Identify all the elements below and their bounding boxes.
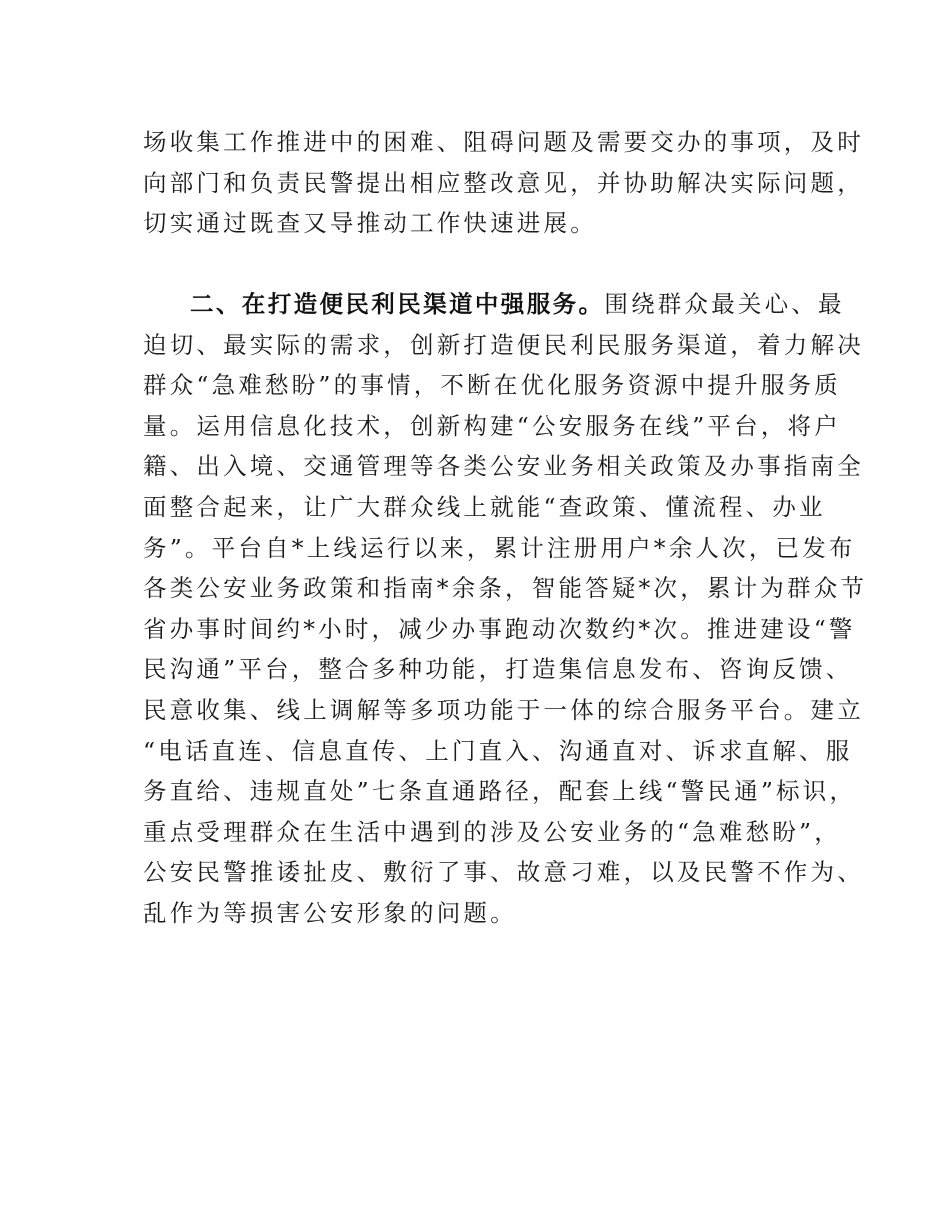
section-heading: 二、在打造便民利民渠道中强服务。 — [190, 290, 605, 318]
paragraph-2-line: 面整合起来，让广大群众线上就能“查政策、懂流程、办业 — [143, 492, 826, 521]
paragraph-1 — [143, 122, 864, 244]
paragraph-1-line: 场收集工作推进中的困难、阻碍问题及需要交办的事项，及时 — [143, 128, 864, 156]
paragraph-2-line: 务直给、违规直处”七条直通路径，配套上线“警民通”标识， — [143, 777, 857, 806]
paragraph-2-line: 各类公安业务政策和指南*余条，智能答疑*次，累计为群众节 — [143, 574, 868, 603]
paragraph-2-line: “电话直连、信息直传、上门直入、沟通直对、诉求直解、服 — [143, 736, 853, 765]
paragraph-2-line: 民意收集、线上调解等多项功能于一体的综合服务平台。建立 — [143, 695, 864, 724]
paragraph-2-first-line-text: 围绕群众最关心、最 — [604, 290, 845, 318]
paragraph-2 — [143, 284, 868, 934]
paragraph-2-first-line — [143, 284, 845, 325]
paragraph-2-line: 省办事时间约*小时，减少办事跑动次数约*次。推进建设“警 — [143, 614, 856, 643]
paragraph-2-line: 量。运用信息化技术，创新构建“公安服务在线”平台，将户 — [143, 411, 841, 440]
paragraph-2-line: 迫切、最实际的需求，创新打造便民利民服务渠道，着力解决 — [143, 330, 864, 359]
paragraph-2-line: 公安民警推诿扯皮、敷衍了事、故意刁难，以及民警不作为、 — [143, 858, 864, 887]
paragraph-2-line: 务”。平台自*上线运行以来，累计注册用户*余人次，已发布 — [143, 533, 856, 562]
paragraph-2-line: 籍、出入境、交通管理等各类公安业务相关政策及办事指南全 — [143, 452, 864, 481]
paragraph-1-line: 向部门和负责民警提出相应整改意见，并协助解决实际问题， — [143, 168, 864, 197]
paragraph-2-line: 乱作为等损害公安形象的问题。 — [143, 898, 517, 927]
paragraph-2-line: 重点受理群众在生活中遇到的涉及公安业务的“急难愁盼”， — [143, 817, 841, 846]
paragraph-2-line: 群众“急难愁盼”的事情，不断在优化服务资源中提升服务质 — [143, 371, 841, 400]
paragraph-2-line: 民沟通”平台，整合多种功能，打造集信息发布、咨询反馈、 — [143, 655, 853, 684]
paragraph-1-line: 切实通过既查又导推动工作快速进展。 — [143, 209, 597, 238]
